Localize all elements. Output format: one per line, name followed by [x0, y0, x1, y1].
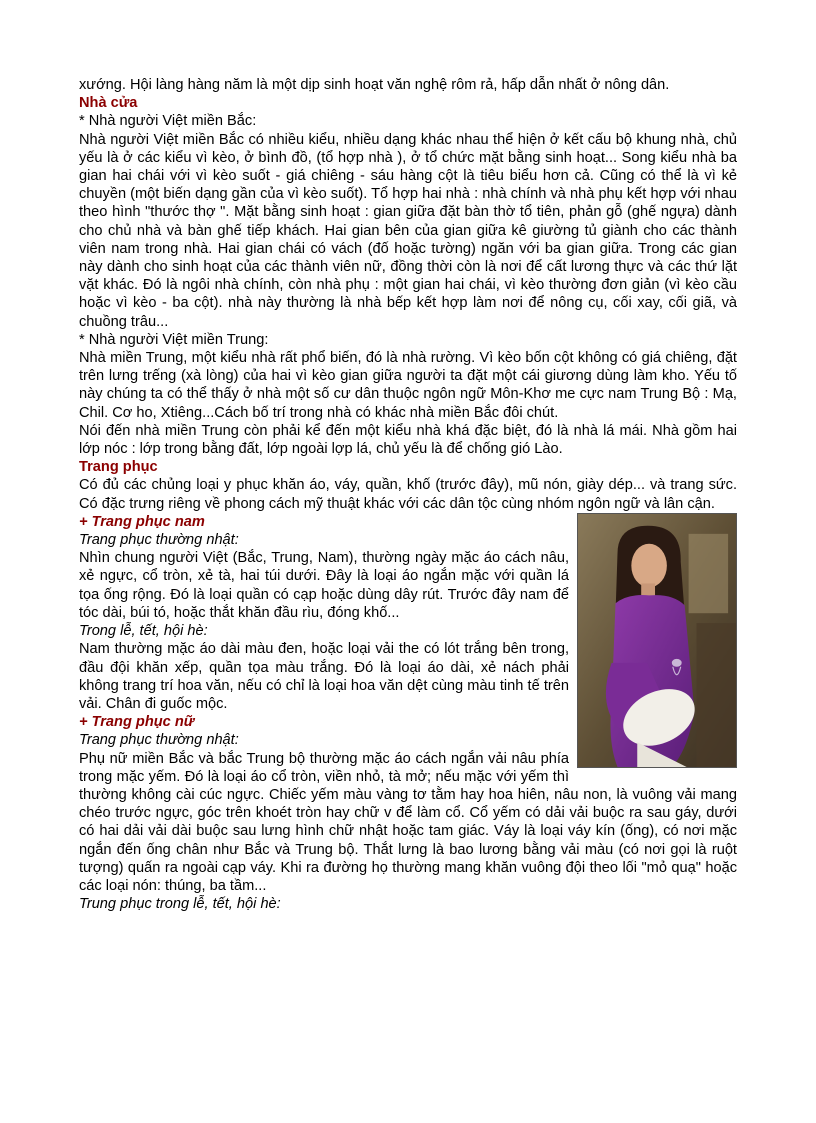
central-house-title: * Nhà người Việt miền Trung: [79, 331, 269, 348]
female-daily-paragraph: Phụ nữ miền Bắc và bắc Trung bộ thường mặc áo cách ngắn vải nâu phía trong mặc yếm. Đó là loại áo cổ tròn, viền nhỏ, tà mở; nếu mặc với yếm thì thường không cài cúc ngực. Chiếc yếm màu vàng tơ tằm hay hoa hiên, nâu non, là vuông vải mang chéo trước ngực, góc trên khoét tròn hay chữ v để làm cổ. Cổ yếm có dải vải buộc ra sau gáy, dưới có hai dải vải dài buộc sau lưng hình chữ nhật hoặc tam giác. Váy là loại váy kín (ống), có nơi mặc ngắn đến ống chân như Bắc và Trung bộ. Thắt lưng là bao lương bằng vải màu (có nơi gọi là ruột tượng) quấn ra ngoài cạp váy. Khi ra đường họ thường mang khăn vuông đội theo lối "mỏ quạ" hoặc các loại nón: thúng, ba tầm... [79, 750, 737, 894]
woman-ao-dai-photo [577, 513, 737, 768]
male-festive-title: Trong lễ, tết, hội hè: [79, 623, 208, 640]
north-house-title: * Nhà người Việt miền Bắc: [79, 113, 257, 130]
document-page [79, 76, 737, 913]
female-costume-heading: + Trang phục nữ [79, 714, 195, 731]
leaf-house-paragraph: Nói đến nhà miền Trung còn phải kể đến một kiểu nhà khá đặc biệt, đó là nhà lá mái. Nhà gồm hai lớp nóc : lớp trong bằng đất, lớp ngoài lợp lá, chủ yếu là để chống gió Lào. [79, 422, 737, 458]
male-festive-paragraph: Nam thường mặc áo dài màu đen, hoặc loại vải the có lót trắng bên trong, đầu đội khăn xếp, quần tọa màu trắng. Đó là loại áo dài, xẻ nách phải không trang trí hoa văn, nếu có chỉ là loại hoa văn dệt cùng màu tinh tế trên vải. Chân đi guốc mộc. [79, 641, 569, 712]
female-festive-title: Trung phục trong lễ, tết, hội hè: [79, 896, 281, 913]
housing-heading: Nhà cửa [79, 95, 138, 112]
male-daily-title: Trang phục thường nhật: [79, 532, 239, 549]
north-house-paragraph: Nhà người Việt miền Bắc có nhiều kiểu, nhiều dạng khác nhau thể hiện ở kết cấu bộ khung nhà, chủ yếu là ở các kiểu vì kèo, ở bình đồ, (tổ hợp nhà ), ở tổ chức mặt bằng sinh hoạt... Song kiểu nhà ba gian hai chái với vì kèo suốt - giá chiêng - sáu hàng cột là tiêu biểu hơn cả. Cũng có thể là vì kẻ chuyền (một biến dạng gần của vì kèo suốt). Tổ hợp hai nhà : nhà chính và nhà phụ kết hợp với nhau theo hình "thước thợ ". Mặt bằng sinh hoạt : gian giữa đặt bàn thờ tổ tiên, phản gỗ (ghế ngựa) dành cho chủ nhà và bàn ghế tiếp khách. Hai gian bên của gian giữa kê giường tủ giành cho các thành viên nam trong nhà. Hai gian chái có vách (đố hoặc tường) ngăn với ba gian giữa. Trong các gian này dành cho sinh hoạt của các thành viên nữ, đồng thời còn là nơi để cất lương thực và các thứ lặt vặt khác. Đó là ngôi nhà chính, còn nhà phụ : một gian hai chái, vì kèo thường đơn giản (vì kèo cầu hoặc vì kèo - ba cột). nhà này thường là nhà bếp kết hợp làm nơi để nông cụ, cối xay, cối giã, và chuồng trâu... [79, 131, 737, 330]
costume-heading: Trang phục [79, 459, 158, 476]
male-costume-heading: + Trang phục nam [79, 513, 205, 530]
female-daily-title: Trang phục thường nhật: [79, 732, 239, 749]
central-house-paragraph: Nhà miền Trung, một kiểu nhà rất phổ biến, đó là nhà rường. Vì kèo bốn cột không có giá chiêng, đặt trên lưng trếng (xà lòng) của hai vì kèo gian giữa người ta đặt một cái giương dùng làm kho. Yếu tố này chúng ta có thể thấy ở nhà một số cư dân thuộc ngôn ngữ Môn-Khơ me cực nam Trung Bộ : Mạ, Chil. Cơ ho, Xtiêng...Cách bố trí trong nhà có khác nhà miền Bắc đôi chút. [79, 350, 737, 421]
photo-illustration [578, 514, 736, 767]
costume-intro-paragraph: Có đủ các chủng loại y phục khăn áo, váy, quần, khố (trước đây), mũ nón, giày dép... và trang sức. Có đặc trưng riêng về phong cách mỹ thuật khác với các dân tộc cùng nhóm ngôn ngữ và lân cận. [79, 477, 737, 512]
intro-paragraph: xướng. Hội làng hàng năm là một dịp sinh hoạt văn nghệ rôm rả, hấp dẫn nhất ở nông dân. [79, 77, 670, 93]
male-daily-paragraph: Nhìn chung người Việt (Bắc, Trung, Nam), thường ngày mặc áo cách nâu, xẻ ngực, cổ tròn, xẻ tà, hai túi dưới. Đây là loại áo ngắn mặc với quần lá tọa ống rộng. Đó là loại quần có cạp hoặc dùng dây rút. Trước đây nam để tóc dài, búi tó, hoặc thắt khăn đầu rìu, đóng khố... [79, 550, 569, 621]
